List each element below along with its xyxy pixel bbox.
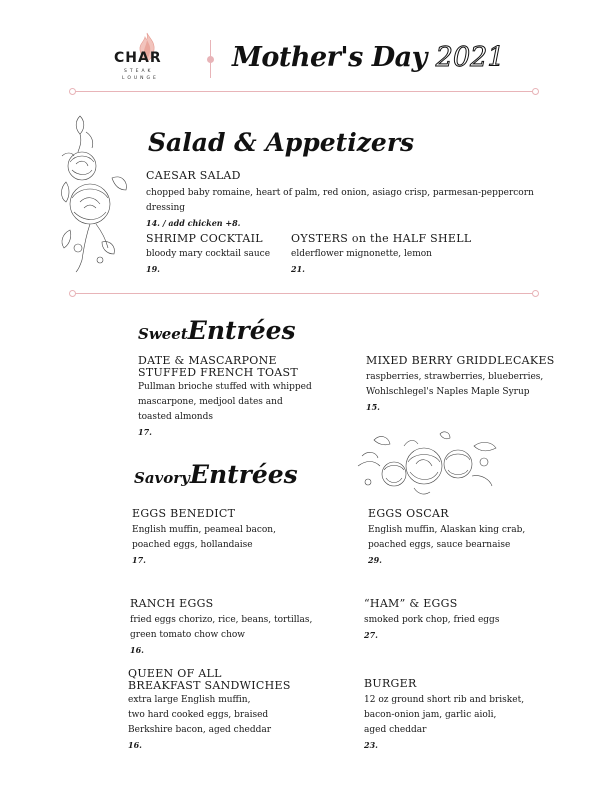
item-name: EGGS OSCAR bbox=[368, 507, 449, 520]
item-description-line2: green tomato chow chow bbox=[130, 630, 245, 640]
item-price: 23. bbox=[364, 740, 378, 750]
menu-item-griddlecakes bbox=[366, 355, 586, 414]
item-description-line2: bacon-onion jam, garlic aioli, bbox=[364, 710, 497, 720]
item-name: MIXED BERRY GRIDDLECAKES bbox=[366, 354, 555, 367]
item-name-line2: STUFFED FRENCH TOAST bbox=[138, 366, 298, 379]
heading-large-word: Entrées bbox=[189, 460, 298, 489]
rule-dot-left bbox=[69, 290, 76, 297]
title-year: 2021 bbox=[435, 42, 505, 73]
sweet-entrees-heading bbox=[138, 316, 296, 345]
item-description: bloody mary cocktail sauce bbox=[146, 249, 271, 259]
item-description-line3: aged cheddar bbox=[364, 725, 427, 735]
rule-dot-right bbox=[532, 290, 539, 297]
peony-illustration bbox=[56, 112, 136, 274]
menu-item-eggs-benedict bbox=[132, 508, 332, 567]
heading-small-word: Sweet bbox=[138, 325, 188, 343]
salad-appetizers-heading: Salad & Appetizers bbox=[148, 128, 415, 157]
header-divider-dot bbox=[207, 56, 214, 63]
menu-item-shrimp-cocktail bbox=[146, 233, 291, 276]
top-divider-rule bbox=[72, 91, 534, 92]
char-steak-lounge-logo bbox=[110, 32, 180, 82]
item-price: 14. / add chicken +8. bbox=[146, 218, 241, 228]
logo-wordmark: CHAR bbox=[114, 50, 162, 66]
item-description-line3: toasted almonds bbox=[138, 412, 213, 422]
menu-item-french-toast bbox=[138, 355, 338, 439]
item-description-line1: smoked pork chop, fried eggs bbox=[364, 615, 500, 625]
item-description-line1: extra large English muffin, bbox=[128, 695, 251, 705]
item-description: chopped baby romaine, heart of palm, red onion, asiago crisp, parmesan-peppercorn dressing bbox=[146, 188, 534, 213]
title-text: Mother's Day bbox=[232, 42, 427, 73]
item-price: 21. bbox=[291, 264, 305, 274]
item-description-line1: fried eggs chorizo, rice, beans, tortillas, bbox=[130, 615, 313, 625]
middle-divider-rule bbox=[72, 293, 534, 294]
menu-item-ham-and-eggs bbox=[364, 598, 584, 642]
heading-large-word: Entrées bbox=[187, 316, 296, 345]
menu-item-ranch-eggs bbox=[130, 598, 350, 657]
item-description-line1: 12 oz ground short rib and brisket, bbox=[364, 695, 525, 705]
item-name: RANCH EGGS bbox=[130, 597, 214, 610]
item-price: 17. bbox=[138, 427, 152, 437]
item-name: CAESAR SALAD bbox=[146, 169, 241, 182]
menu-item-burger bbox=[364, 678, 584, 752]
item-name: BURGER bbox=[364, 677, 417, 690]
rule-dot-left bbox=[69, 88, 76, 95]
rule-dot-right bbox=[532, 88, 539, 95]
savory-entrees-heading bbox=[134, 460, 298, 489]
item-description-line1: English muffin, Alaskan king crab, bbox=[368, 525, 526, 535]
menu-item-oysters bbox=[291, 233, 521, 276]
item-name: EGGS BENEDICT bbox=[132, 507, 236, 520]
item-description-line3: Berkshire bacon, aged cheddar bbox=[128, 725, 272, 735]
menu-item-eggs-oscar bbox=[368, 508, 588, 567]
page-title bbox=[232, 42, 505, 73]
item-price: 16. bbox=[130, 645, 144, 655]
menu-item-breakfast-sandwich bbox=[128, 668, 348, 752]
item-description-line2: Wohlschlegel's Naples Maple Syrup bbox=[366, 387, 530, 397]
floral-cluster-illustration bbox=[354, 426, 500, 498]
menu-item-caesar-salad bbox=[146, 170, 546, 230]
item-price: 27. bbox=[364, 630, 378, 640]
item-name: OYSTERS on the HALF SHELL bbox=[291, 232, 472, 245]
item-name: “HAM” & EGGS bbox=[364, 597, 458, 610]
item-description-line1: Pullman brioche stuffed with whipped bbox=[138, 382, 312, 392]
item-price: 29. bbox=[368, 555, 382, 565]
item-description-line2: two hard cooked eggs, braised bbox=[128, 710, 269, 720]
item-price: 19. bbox=[146, 264, 160, 274]
heading-small-word: Savory bbox=[134, 469, 190, 487]
item-description: elderflower mignonette, lemon bbox=[291, 249, 432, 259]
item-description-line1: raspberries, strawberries, blueberries, bbox=[366, 372, 544, 382]
item-description-line1: English muffin, peameal bacon, bbox=[132, 525, 276, 535]
item-name-line1: DATE & MASCARPONE bbox=[138, 354, 277, 367]
item-description-line2: poached eggs, sauce bearnaise bbox=[368, 540, 511, 550]
item-description-line2: mascarpone, medjool dates and bbox=[138, 397, 283, 407]
item-price: 17. bbox=[132, 555, 146, 565]
item-description-line2: poached eggs, hollandaise bbox=[132, 540, 253, 550]
item-price: 16. bbox=[128, 740, 142, 750]
item-name-line1: QUEEN OF ALL bbox=[128, 667, 222, 680]
logo-lounge-text: LOUNGE bbox=[122, 76, 159, 81]
item-name: SHRIMP COCKTAIL bbox=[146, 232, 263, 245]
item-name-line2: BREAKFAST SANDWICHES bbox=[128, 679, 291, 692]
item-price: 15. bbox=[366, 402, 380, 412]
logo-steak-text: STEAK bbox=[124, 69, 154, 74]
